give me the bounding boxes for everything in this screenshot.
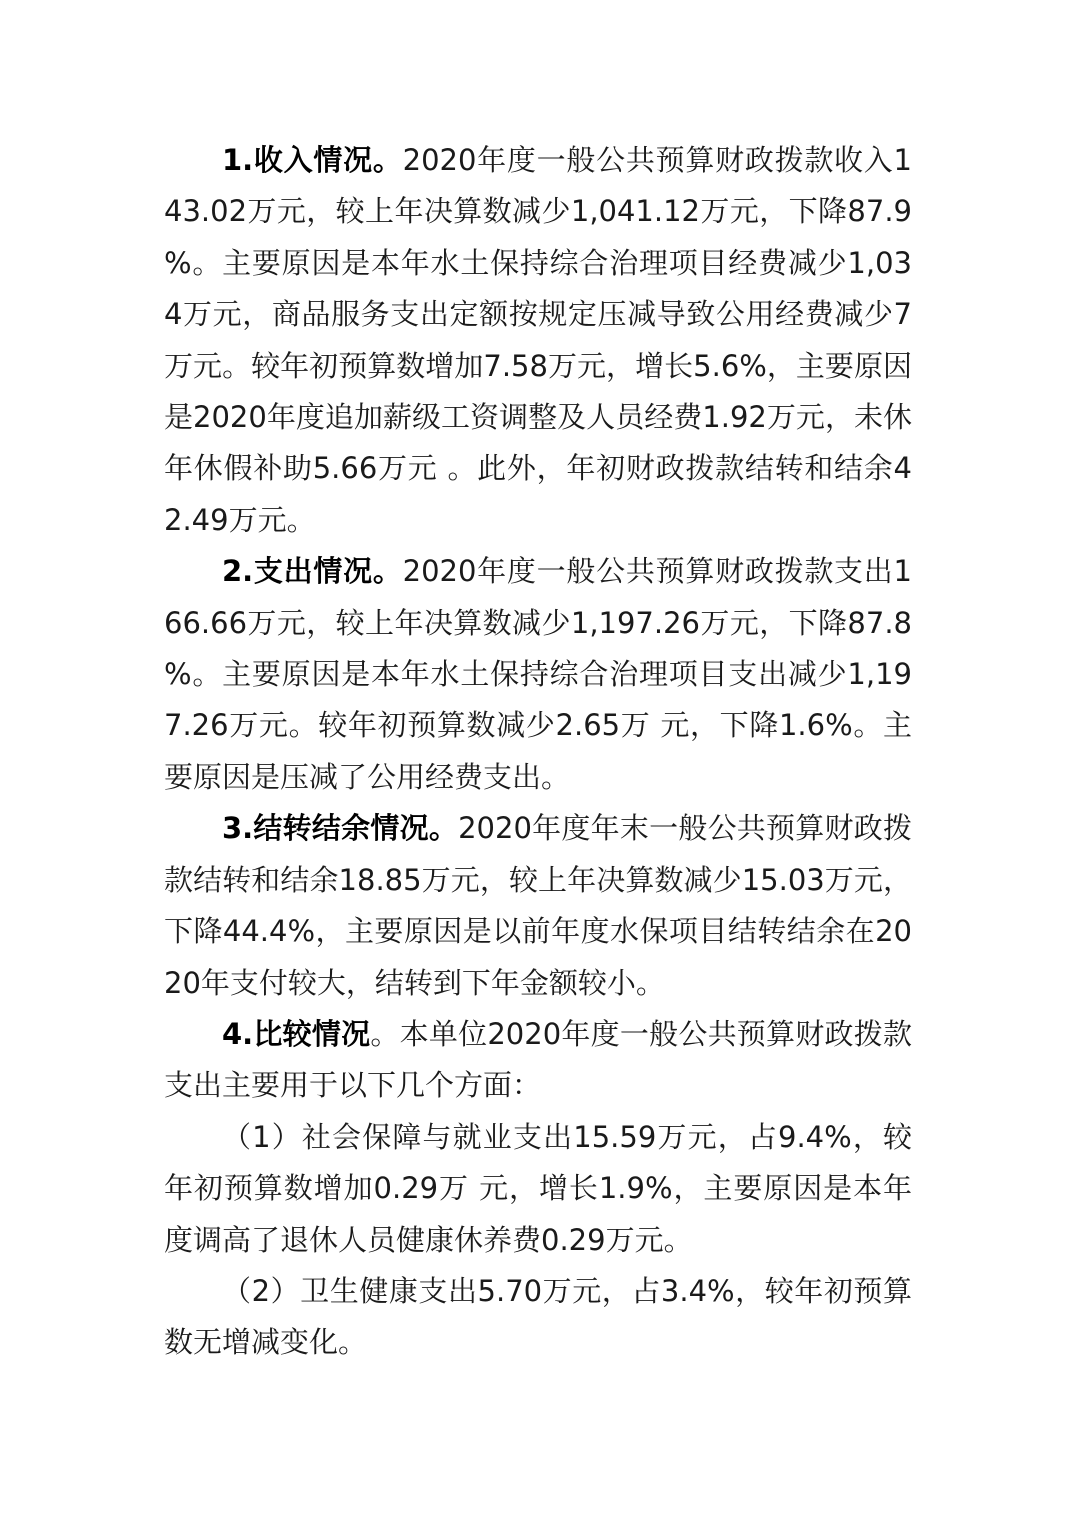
paragraph-income bbox=[164, 135, 912, 546]
paragraph-carryover-text: 2020年度年末一般公共预算财政拨款结转和结余18.85万元，较上年决算数减少15.03万元，下降44.4%，主要原因是以前年度水保项目结转结余在2020年支付较大，结转到下年金额较小。 bbox=[164, 811, 912, 1000]
paragraph-health-text: （2）卫生健康支出5.70万元，占3.4%，较年初预算数无增减变化。 bbox=[164, 1273, 912, 1360]
paragraph-social-security bbox=[164, 1112, 912, 1266]
paragraph-carryover bbox=[164, 803, 912, 1009]
paragraph-comparison bbox=[164, 1009, 912, 1112]
heading-carryover: 3.结转结余情况。 bbox=[222, 811, 459, 846]
paragraph-social-security-text: （1）社会保障与就业支出15.59万元，占9.4%，较年初预算数增加0.29万 元，增长1.9%，主要原因是本年度调高了退休人员健康休养费0.29万元。 bbox=[164, 1119, 912, 1257]
paragraph-expenditure bbox=[164, 546, 912, 803]
document-body bbox=[164, 135, 912, 1369]
paragraph-health bbox=[164, 1266, 912, 1369]
paragraph-income-text: 2020年度一般公共预算财政拨款收入143.02万元，较上年决算数减少1,041.12万元，下降87.9%。主要原因是本年水土保持综合治理项目经费减少1,034万元，商品服务支出定额按规定压减导致公用经费减少7万元。较年初预算数增加7.58万元，增长5.6%，主要原因是2020年度追加薪级工资调整及人员经费1.92万元，未休年休假补助5.66万元 。此外，年初财政拨款结转和结余42.49万元。 bbox=[164, 143, 912, 537]
paragraph-expenditure-text: 2020年度一般公共预算财政拨款支出166.66万元，较上年决算数减少1,197.26万元，下降87.8%。主要原因是本年水土保持综合治理项目支出减少1,197.26万元。较年初预算数减少2.65万 元，下降1.6%。主要原因是压减了公用经费支出。 bbox=[164, 554, 912, 794]
heading-expenditure: 2.支出情况。 bbox=[222, 554, 403, 589]
paragraph-comparison-text: 。本单位2020年度一般公共预算财政拨款支出主要用于以下几个方面： bbox=[164, 1016, 912, 1103]
heading-income: 1.收入情况。 bbox=[222, 143, 403, 177]
heading-comparison: 4.比较情况 bbox=[222, 1016, 371, 1051]
